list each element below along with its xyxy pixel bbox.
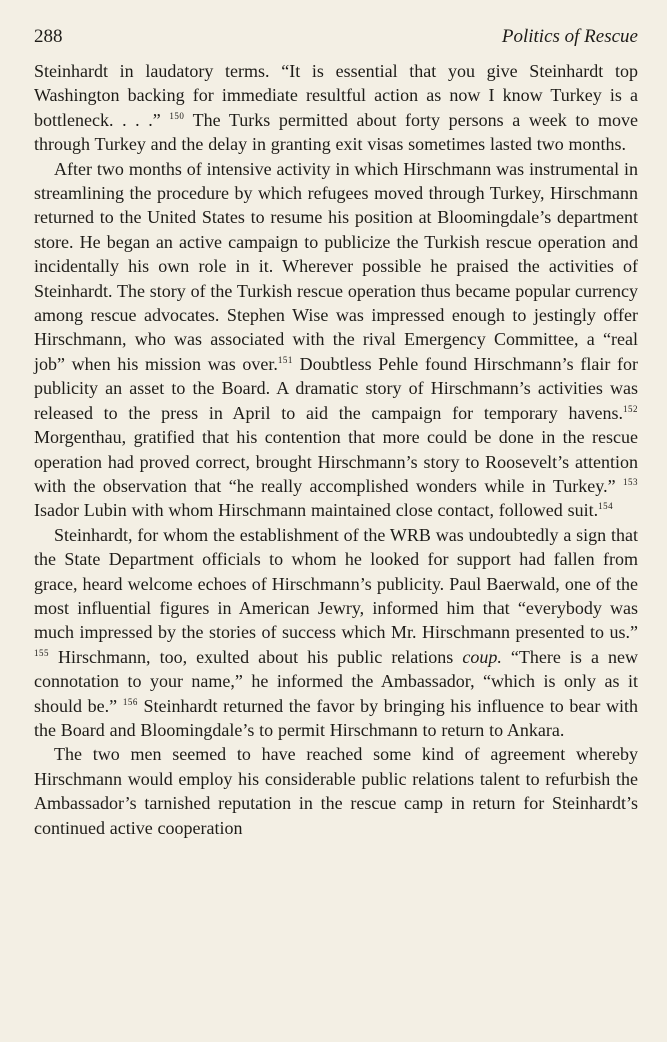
text-run: Steinhardt, for whom the establishment of the WRB was undoubtedly a sign that the State Department officials to whom he looked for support had fallen from grace, heard welcome echoes of Hirschmann’s publicity. Paul Baerwald, one of the most influential figures in American Jewry, informed him that “everybody was much impressed by the stories of success which Mr. Hirschmann presented to us.” (34, 524, 638, 643)
footnote-marker: 150 (169, 110, 185, 121)
paragraph (34, 157, 638, 523)
footnote-marker: 156 (122, 696, 138, 707)
paragraph (34, 523, 638, 743)
text-run: Steinhardt returned the favor by bringing his influence to bear with the Board and Bloomingdale’s to permit Hirschmann to return to Ankara. (34, 695, 638, 740)
paragraph (34, 742, 638, 840)
paragraph (34, 59, 638, 157)
footnote-marker: 153 (623, 476, 638, 487)
text-run: The Turks permitted about forty persons a week to move through Turkey and the delay in granting exit visas sometimes lasted two months. (34, 109, 638, 155)
footnote-marker: 155 (34, 647, 49, 658)
footnote-marker: 154 (598, 501, 614, 512)
text-run: Doubtless Pehle found Hirschmann’s flair for publicity an asset to the Board. A dramatic story of Hirschmann’s activities was released to the press in April to aid the campaign for temporary havens. (34, 353, 638, 423)
footnote-marker: 152 (623, 403, 638, 414)
text-run: After two months of intensive activity in which Hirschmann was instrumental in streamlining the procedure by which refugees moved through Turkey, Hirschmann returned to the United States to resume his position at Bloomingdale’s department store. He began an active campaign to publicize the Turkish rescue operation and incidentally his own role in it. Wherever possible he praised the activities of Steinhardt. The story of the Turkish rescue operation thus became popular currency among rescue advocates. Stephen Wise was impressed enough to jestingly offer Hirschmann, who was associated with the rival Emergency Committee, a “real job” when his mission was over. (34, 158, 638, 374)
page-number: 288 (34, 26, 63, 47)
text-run: Morgenthau, gratified that his contention that more could be done in the rescue operation had proved correct, brought Hirschmann’s story to Roosevelt’s attention with the observation that “he really accomplished wonders while in Turkey.” (34, 427, 638, 496)
text-run: “There is a new connotation to your name,” he informed the Ambassador, “which is only as it should be.” (34, 646, 639, 716)
italic-text: coup. (462, 646, 502, 667)
text-run: The two men seemed to have reached some kind of agreement whereby Hirschmann would employ his considerable public relations talent to refurbish the Ambassador’s tarnished reputation in the rescue camp in return for Steinhardt’s continued active cooperation (34, 744, 638, 838)
page-header (34, 22, 638, 52)
text-run: Isador Lubin with whom Hirschmann maintained close contact, followed suit. (34, 500, 599, 521)
text-run: Steinhardt in laudatory terms. “It is essential that you give Steinhardt top Washington backing for immediate resultful action as now I know Turkey is a bottleneck. . . .” (34, 61, 638, 130)
text-run: Hirschmann, too, exulted about his public relations (49, 646, 463, 667)
running-head: Politics of Rescue (501, 26, 638, 47)
footnote-marker: 151 (277, 354, 293, 365)
body-text (34, 59, 638, 840)
